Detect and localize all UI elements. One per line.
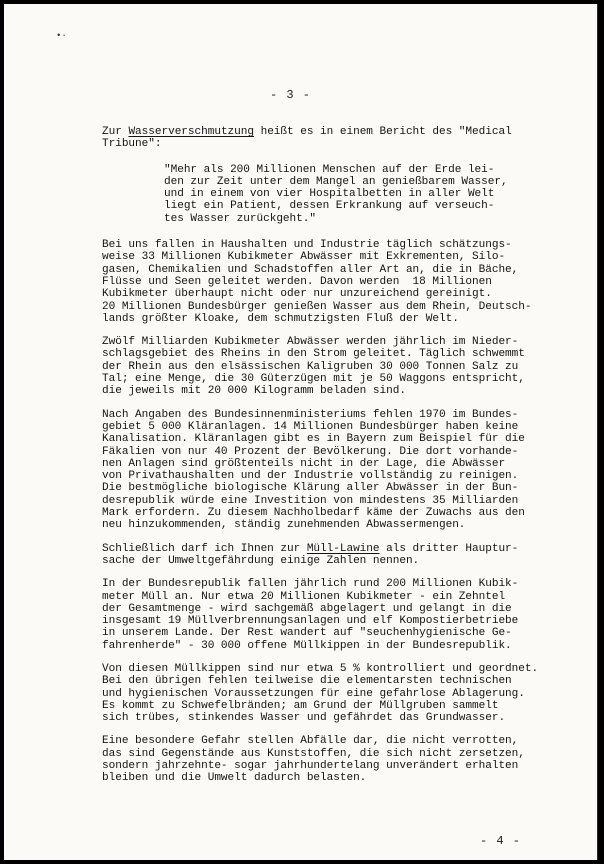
paragraph-waste-intro [102, 543, 582, 568]
text-line: neu hinzukommenden, ständig zunehmenden Abwassermengen. [102, 519, 466, 532]
document-page [4, 4, 598, 860]
text-line: bleiben und die Umwelt dadurch belasten. [102, 772, 367, 785]
text-line: Die bestmögliche biologische Klärung aller Abwässer in der Bun- [102, 482, 519, 495]
text-line: weise 33 Millionen Kubikmeter Abwässer mit Exkrementen, Silo- [102, 251, 506, 264]
waste-text-before: Schließlich darf ich Ihnen zur [102, 542, 307, 555]
text-line: insgesamt 19 Müllverbrennungsanlagen und elf Kompostierbetriebe [102, 615, 519, 628]
text-line: sondern jahrzehnte- sogar jahrhundertelang unverändert erhalten [102, 760, 519, 773]
text-line: In der Bundesrepublik fallen jährlich rund 200 Millionen Kubik- [102, 578, 519, 591]
quote-line: und in einem von vier Hospitalbetten in aller Welt [164, 188, 495, 201]
text-line: der Rhein aus den elsässischen Kaligruben 30 000 Tonnen Salz zu [102, 360, 519, 373]
page-number: - 3 - [270, 88, 312, 102]
text-line: Fäkalien von nur 40 Prozent der Bevölkerung. Die dort vorhande- [102, 445, 519, 458]
intro-text-after: heißt es in einem Bericht des "Medical [253, 126, 512, 138]
underlined-term-waste-avalanche: Müll-Lawine [306, 542, 380, 555]
text-line: Kubikmeter überhaupt nicht oder nur unzureichend gereinigt. [102, 288, 492, 301]
intro-line-2: Tribune": [102, 138, 162, 151]
intro-line-1 [102, 126, 582, 138]
corner-mark: •· [56, 31, 67, 41]
text-line [102, 543, 582, 555]
text-line: meter Müll an. Nur etwa 20 Millionen Kubikmeter - ein Zehntel [102, 590, 506, 603]
text-line: das sind Gegenstände aus Kunststoffen, die sich nicht zersetzen, [102, 747, 525, 760]
intro-text-before: Zur [102, 126, 129, 138]
text-line: Flüsse und Seen geleitet werden. Davon werden 18 Millionen [102, 275, 492, 288]
text-line: Zwölf Milliarden Kubikmeter Abwässer werden jährlich im Nieder- [102, 336, 519, 349]
text-line: der Gesamtmenge - wird sachgemäß abgelagert und gelangt in die [102, 602, 512, 615]
text-line: Tal; eine Menge, die 30 Güterzügen mit je 50 Waggons entspricht, [102, 373, 525, 386]
text-line: Kanalisation. Kläranlagen gibt es in Bayern zum Beispiel für die [102, 433, 525, 446]
text-line: Bei den übrigen fehlen teilweise die elementarsten technischen [102, 675, 512, 688]
text-line: sache der Umweltgefährdung einige Zahlen nennen. [102, 554, 420, 567]
paragraph-plastics [102, 735, 582, 784]
quote-line: tes Wasser zurückgeht." [164, 212, 316, 225]
quote-line: "Mehr als 200 Millionen Menschen auf der Erde lei- [164, 163, 495, 176]
text-line: Eine besondere Gefahr stellen Abfälle dar, die nicht verrotten, [102, 735, 519, 748]
intro-paragraph [102, 126, 582, 151]
text-line: Es kommt zu Schwefelbränden; am Grund der Müllgruben sammelt [102, 699, 499, 712]
text-line: und hygienischen Voraussetzungen für eine gefahrlose Ablagerung. [102, 687, 525, 700]
text-line: schlagsgebiet des Rheins in den Strom geleitet. Täglich schwemmt [102, 348, 525, 361]
next-page-marker: - 4 - [480, 834, 522, 848]
paragraph-rhine [102, 336, 582, 397]
text-line: gebiet 5 000 Kläranlagen. 14 Millionen Bundesbürger haben keine [102, 420, 519, 433]
text-line: die jeweils mit 20 000 Kilogramm beladen sind. [102, 385, 406, 398]
paragraph-landfills [102, 663, 582, 724]
text-line: Mark erfordern. Zu diesem Nachholbedarf käme der Zuwachs aus den [102, 507, 525, 520]
paragraph-sewage [102, 239, 582, 325]
paragraph-treatment-plants [102, 409, 582, 532]
text-line: sich trübes, stinkendes Wasser und gefährdet das Grundwasser. [102, 712, 506, 725]
text-line: nen Anlagen sind größtenteils nicht in der Lage, die Abwässer [102, 457, 506, 470]
text-line: Von diesen Müllkippen sind nur etwa 5 % kontrolliert und geordnet. [102, 662, 539, 675]
text-line: von Privathaushalten und der Industrie vollständig zu reinigen. [102, 470, 519, 483]
quote-line: den zur Zeit unter dem Mangel an genießbarem Wasser, [164, 175, 508, 188]
quote-block [164, 164, 582, 225]
text-line: Nach Angaben des Bundesinnenministeriums fehlen 1970 im Bundes- [102, 408, 519, 421]
waste-text-after: als dritter Hauptur- [379, 542, 519, 555]
quote-line: liegt ein Patient, dessen Erkrankung auf verseuch- [164, 200, 495, 213]
underlined-term-water-pollution: Wasserverschmutzung [128, 126, 254, 138]
text-line: 20 Millionen Bundesbürger genießen Wasser aus dem Rhein, Deutsch- [102, 300, 532, 313]
text-line: in unserem Lande. Der Rest wandert auf "seuchenhygienische Ge- [102, 627, 512, 640]
text-line: desrepublik würde eine Investition von mindestens 35 Milliarden [102, 494, 519, 507]
text-line: Bei uns fallen in Haushalten und Industrie täglich schätzungs- [102, 239, 512, 252]
text-line: fahrenherde" - 30 000 offene Müllkippen in der Bundesrepublik. [102, 639, 512, 652]
text-line: gasen, Chemikalien und Schadstoffen aller Art an, die in Bäche, [102, 263, 519, 276]
paragraph-waste-volume [102, 578, 582, 652]
body-text [102, 126, 582, 796]
text-line: lands größter Kloake, dem schmutzigsten Fluß der Welt. [102, 312, 459, 325]
